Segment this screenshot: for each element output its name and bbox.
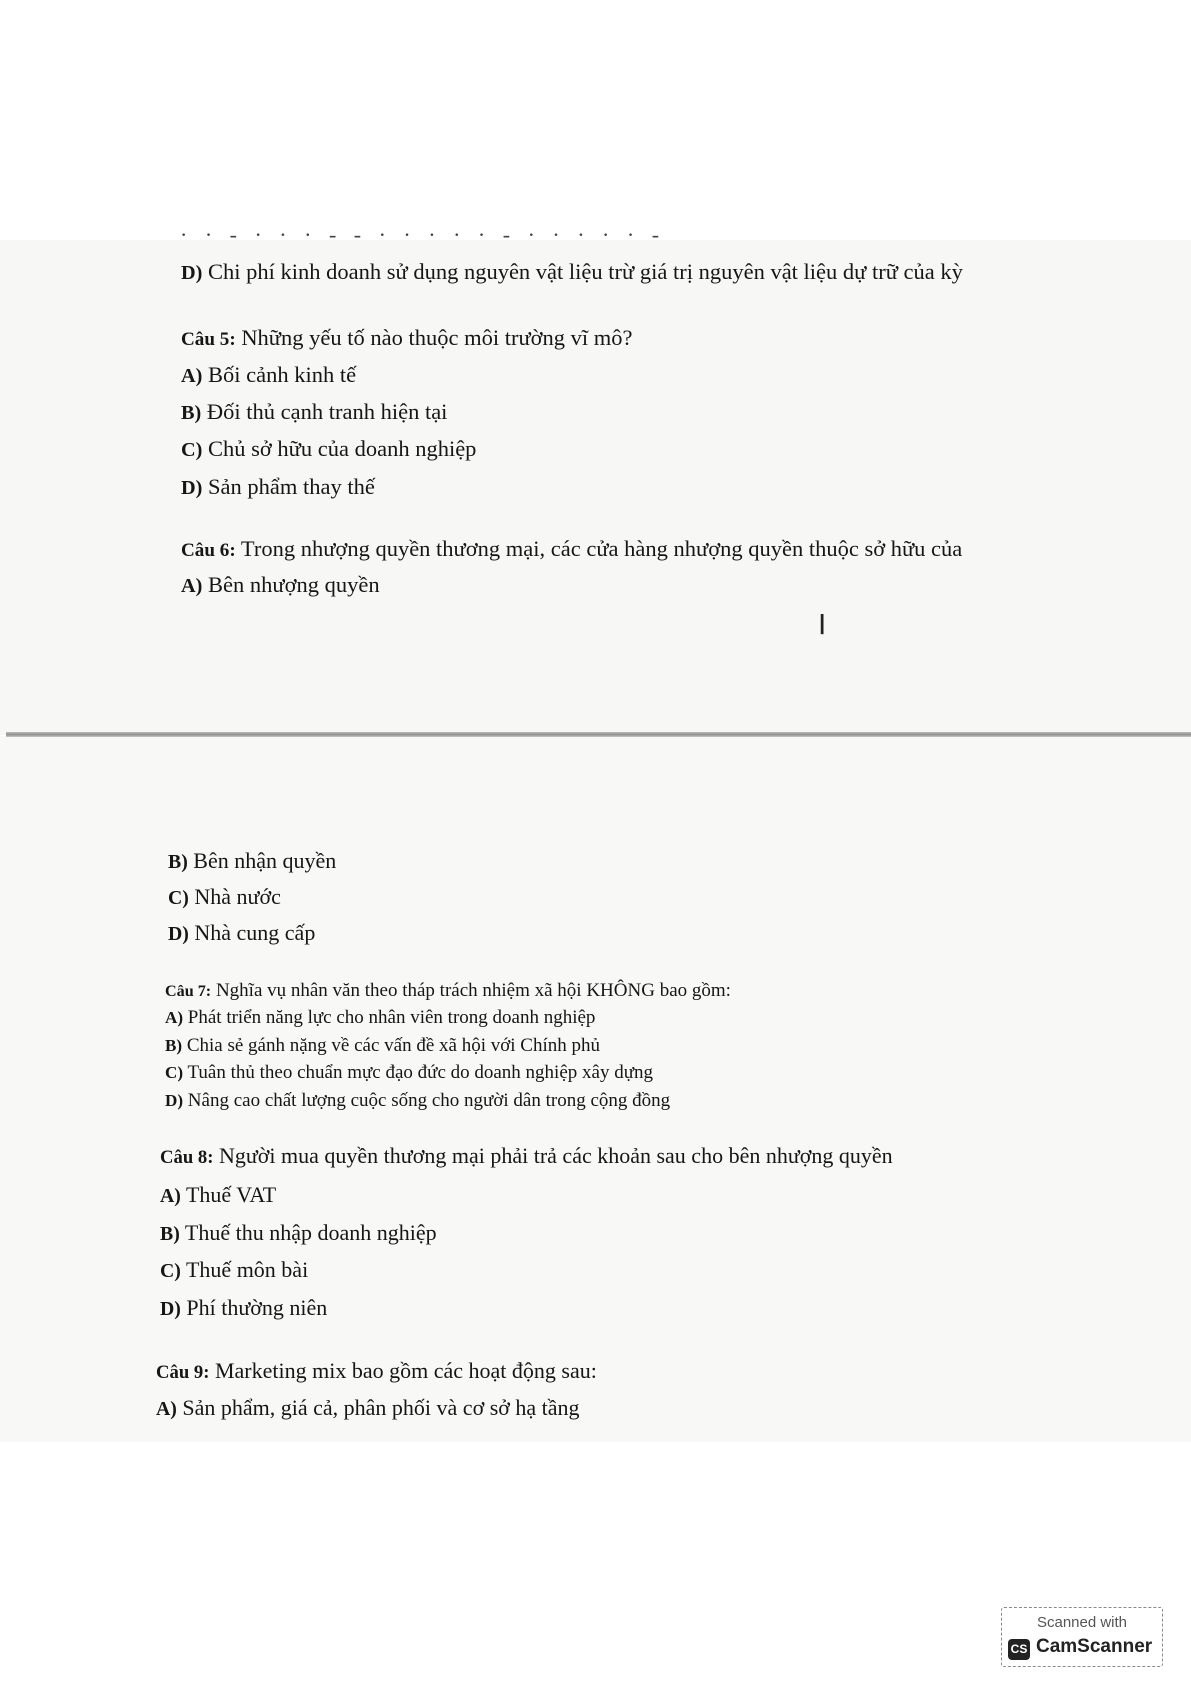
question-label: Câu 7: — [165, 983, 212, 1000]
option-key: D) — [181, 262, 203, 284]
option-key: C) — [181, 439, 203, 461]
q6-option-c — [168, 884, 281, 910]
option-key: C) — [168, 887, 189, 909]
camscanner-watermark — [1001, 1607, 1163, 1667]
question-text: Marketing mix bao gồm các hoạt động sau: — [214, 1358, 597, 1383]
question-text: Trong nhượng quyền thương mại, các cửa hàng nhượng quyền thuộc sở hữu của — [240, 536, 963, 561]
q6-option-b — [168, 848, 336, 874]
option-key: D) — [165, 1091, 184, 1110]
q6-option-d — [168, 920, 315, 946]
q4-option-d — [181, 259, 963, 285]
question-text: Những yếu tố nào thuộc môi trường vĩ mô? — [241, 325, 633, 350]
question-label: Câu 8: — [160, 1147, 214, 1168]
question-label: Câu 6: — [181, 540, 236, 561]
option-text: Thuế môn bài — [185, 1257, 309, 1282]
q7-question — [165, 980, 731, 1002]
option-key: A) — [181, 365, 203, 387]
option-key: B) — [181, 402, 202, 424]
option-text: Sản phẩm, giá cả, phân phối và cơ sở hạ tầng — [182, 1395, 580, 1420]
q5-question — [181, 325, 633, 351]
question-label: Câu 9: — [156, 1362, 210, 1383]
option-text: Chi phí kinh doanh sử dụng nguyên vật liệu trừ giá trị nguyên vật liệu dự trữ của kỳ — [208, 259, 963, 284]
camscanner-logo-icon: CS — [1008, 1639, 1030, 1660]
question-label: Câu 5: — [181, 329, 236, 350]
q8-option-a — [160, 1182, 276, 1208]
option-key: B) — [165, 1036, 183, 1055]
option-key: B) — [168, 851, 188, 873]
option-key: D) — [168, 923, 189, 945]
option-key: C) — [160, 1260, 181, 1282]
scanned-page-top — [0, 240, 1191, 735]
cut-off-previous-line: · · - · · · - - · · · · · - · · · · · - — [180, 222, 666, 247]
option-key: D) — [160, 1298, 181, 1320]
scanned-page-bottom — [0, 736, 1191, 1442]
q6-question — [181, 536, 962, 562]
option-key: A) — [181, 575, 203, 597]
option-key: D) — [181, 477, 203, 499]
option-text: Phí thường niên — [186, 1295, 328, 1320]
page-divider — [6, 732, 1191, 737]
q7-option-a — [165, 1007, 595, 1029]
option-key: A) — [156, 1398, 177, 1420]
option-key: C) — [165, 1063, 184, 1082]
q8-question — [160, 1143, 893, 1169]
q5-option-c — [181, 436, 476, 462]
q7-option-d — [165, 1090, 670, 1112]
q8-option-d — [160, 1295, 327, 1321]
option-text: Bên nhận quyền — [193, 848, 337, 873]
q9-question — [156, 1358, 597, 1384]
q7-option-b — [165, 1035, 600, 1057]
q8-option-c — [160, 1257, 308, 1283]
option-text: Tuân thủ theo chuẩn mực đạo đức do doanh nghiệp xây dựng — [187, 1062, 653, 1083]
q8-option-b — [160, 1220, 437, 1246]
q5-option-b — [181, 399, 447, 425]
text-cursor-icon: I — [818, 608, 827, 641]
watermark-brand: CamScanner — [1036, 1636, 1153, 1657]
q6-option-a — [181, 572, 380, 598]
question-text: Người mua quyền thương mại phải trả các khoản sau cho bên nhượng quyền — [218, 1143, 893, 1168]
option-text: Bên nhượng quyền — [208, 572, 380, 597]
option-text: Nâng cao chất lượng cuộc sống cho người dân trong cộng đồng — [187, 1090, 671, 1111]
option-text: Chủ sở hữu của doanh nghiệp — [208, 436, 477, 461]
watermark-caption: Scanned with — [1036, 1614, 1128, 1631]
option-key: A) — [160, 1185, 181, 1207]
option-text: Nhà nước — [194, 884, 281, 909]
option-text: Chia sẻ gánh nặng về các vấn đề xã hội với Chính phủ — [186, 1035, 601, 1056]
option-key: A) — [165, 1008, 184, 1027]
q5-option-a — [181, 362, 356, 388]
q9-option-a — [156, 1395, 580, 1421]
question-text: Nghĩa vụ nhân văn theo tháp trách nhiệm xã hội KHÔNG bao gồm: — [215, 980, 731, 1001]
q7-option-c — [165, 1062, 653, 1084]
option-text: Đối thủ cạnh tranh hiện tại — [206, 399, 448, 424]
option-text: Nhà cung cấp — [194, 920, 316, 945]
option-text: Phát triển năng lực cho nhân viên trong doanh nghiệp — [187, 1007, 596, 1028]
option-key: B) — [160, 1223, 180, 1245]
option-text: Sản phẩm thay thế — [208, 474, 375, 499]
option-text: Thuế thu nhập doanh nghiệp — [184, 1220, 437, 1245]
option-text: Thuế VAT — [185, 1182, 277, 1207]
q5-option-d — [181, 474, 375, 500]
option-text: Bối cảnh kinh tế — [208, 362, 357, 387]
